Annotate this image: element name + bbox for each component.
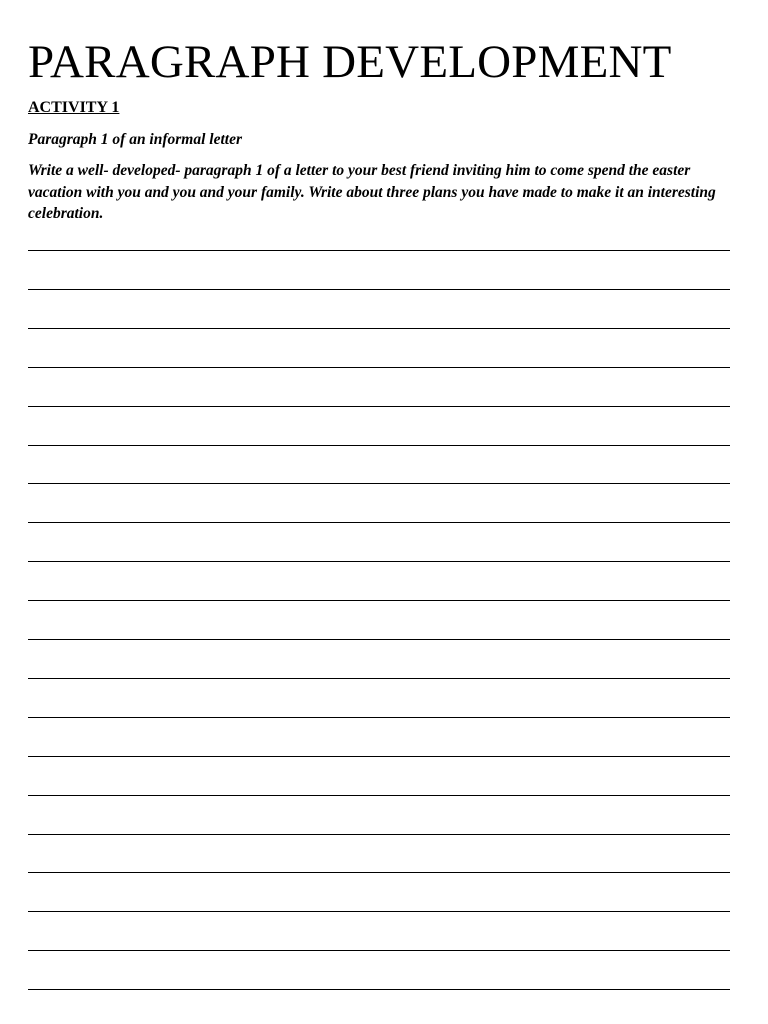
writing-line — [28, 834, 730, 835]
page-title: PARAGRAPH DEVELOPMENT — [28, 36, 672, 88]
writing-line — [28, 328, 730, 329]
writing-line — [28, 522, 730, 523]
activity-label: ACTIVITY 1 — [28, 99, 120, 116]
writing-line — [28, 717, 730, 718]
writing-line — [28, 795, 730, 796]
writing-line — [28, 289, 730, 290]
section-subheading: Paragraph 1 of an informal letter — [28, 131, 243, 148]
writing-line — [28, 250, 730, 251]
writing-line — [28, 445, 730, 446]
writing-lines-area — [28, 0, 730, 1024]
writing-line — [28, 678, 730, 679]
writing-line — [28, 600, 730, 601]
instructions-text: Write a well- developed- paragraph 1 of a letter to your best friend inviting him to come spend the easter vacation with you and you and your family. Write about three plans you have made to make it an interesting celebration. — [28, 162, 716, 222]
writing-line — [28, 911, 730, 912]
writing-line — [28, 756, 730, 757]
writing-line — [28, 483, 730, 484]
writing-line — [28, 872, 730, 873]
writing-line — [28, 639, 730, 640]
writing-line — [28, 367, 730, 368]
writing-line — [28, 406, 730, 407]
writing-line — [28, 989, 730, 990]
writing-line — [28, 561, 730, 562]
writing-line — [28, 950, 730, 951]
